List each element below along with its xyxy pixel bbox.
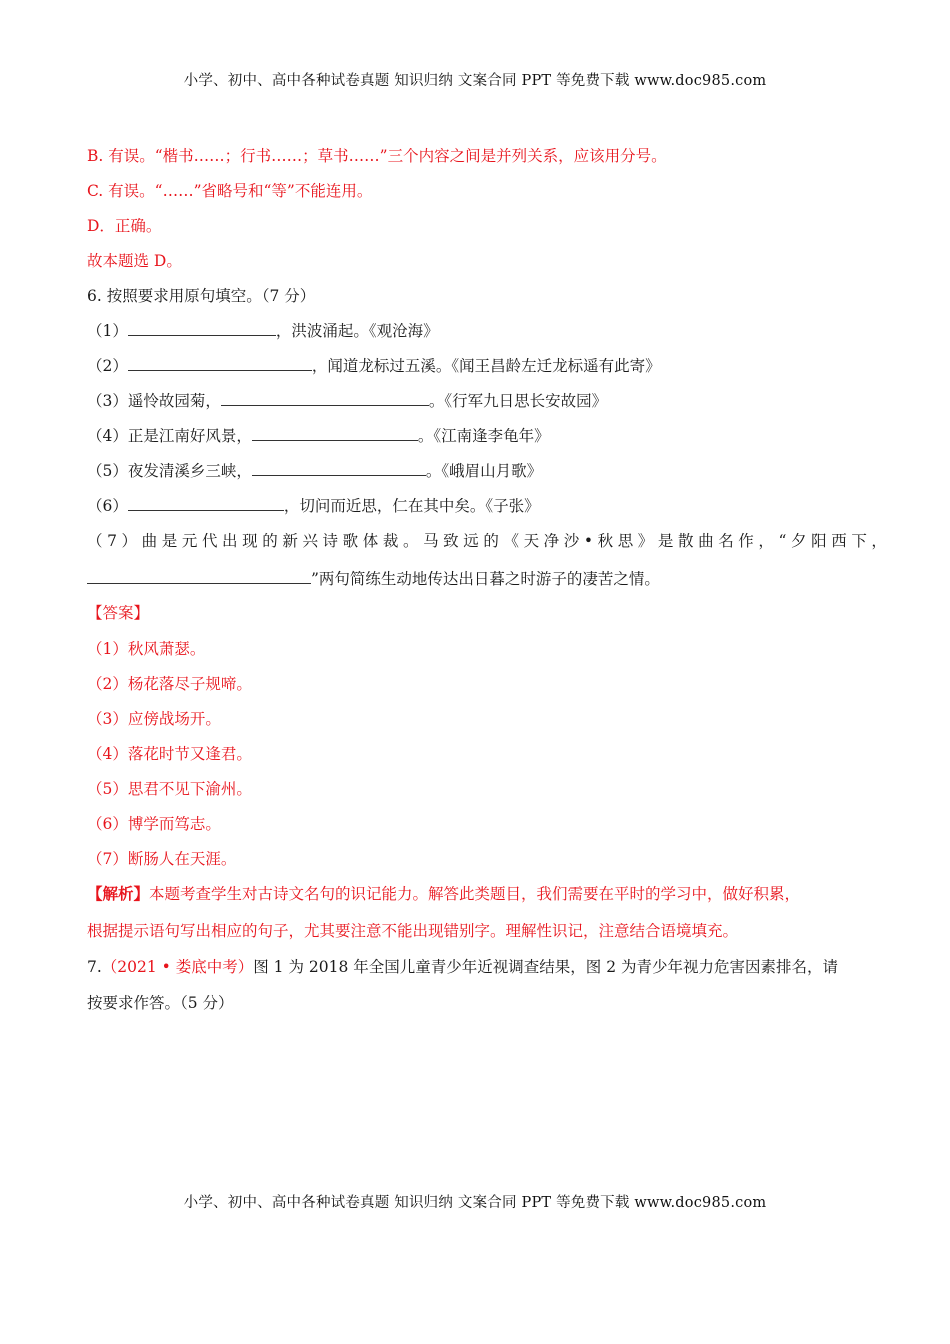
answer-item-1: （1）秋风萧瑟。 <box>87 640 206 658</box>
q7-number: 7. <box>87 958 102 976</box>
q6-item-4-post: 。《江南逢李龟年》 <box>417 427 550 445</box>
q6-item-7-line-2 <box>87 568 660 590</box>
q6-item-5-post: 。《峨眉山月歌》 <box>425 462 543 480</box>
fill-blank-4[interactable] <box>252 425 418 441</box>
option-d-analysis: D．正确。 <box>87 217 162 235</box>
answer-item-4: （4）落花时节又逢君。 <box>87 745 252 763</box>
answer-item-7: （7）断肠人在天涯。 <box>87 850 237 868</box>
q6-item-2-pre: （2） <box>87 357 128 375</box>
q6-item-5-pre: （5）夜发清溪乡三峡， <box>87 462 252 480</box>
fill-blank-5[interactable] <box>252 460 426 476</box>
question-7-line-2: 按要求作答。（5 分） <box>87 994 234 1012</box>
q6-item-2 <box>87 355 661 377</box>
q6-item-6-pre: （6） <box>87 497 128 515</box>
answer-item-3: （3）应傍战场开。 <box>87 710 221 728</box>
option-b-analysis: B. 有误。“楷书……；行书……；草书……”三个内容之间是并列关系，应该用分号。 <box>87 147 667 165</box>
answer-label: 【答案】 <box>87 604 150 622</box>
analysis-label: 【解析】 <box>87 884 150 903</box>
q7-text-1: 图 1 为 2018 年全国儿童青少年近视调查结果，图 2 为青少年视力危害因素排名，请 <box>253 958 838 976</box>
q6-item-4 <box>87 425 550 447</box>
answer-item-2: （2）杨花落尽子规啼。 <box>87 675 252 693</box>
q6-item-1 <box>87 320 439 342</box>
analysis-line-1 <box>87 883 800 905</box>
fill-blank-7[interactable] <box>87 568 311 584</box>
q6-item-1-post: ，洪波涌起。《观沧海》 <box>275 322 439 340</box>
question-7-line-1 <box>87 956 838 978</box>
q6-item-3 <box>87 390 607 412</box>
q6-item-3-pre: （3）遥怜故园菊， <box>87 392 221 410</box>
answer-item-6: （6）博学而笃志。 <box>87 815 221 833</box>
analysis-text-1: 本题考查学生对古诗文名句的识记能力。解答此类题目，我们需要在平时的学习中，做好积累， <box>149 885 801 903</box>
answer-item-5: （5）思君不见下渝州。 <box>87 780 252 798</box>
fill-blank-1[interactable] <box>128 320 276 336</box>
q6-item-6 <box>87 495 540 517</box>
q6-item-3-post: 。《行军九日思长安故园》 <box>428 392 608 410</box>
q6-item-4-pre: （4）正是江南好风景， <box>87 427 252 445</box>
q6-item-6-post: ，切问而近思，仁在其中矣。《子张》 <box>283 497 540 515</box>
question-6-title: 6. 按照要求用原句填空。（7 分） <box>87 287 316 305</box>
fill-blank-3[interactable] <box>221 390 429 406</box>
page-header: 小学、初中、高中各种试卷真题 知识归纳 文案合同 PPT 等免费下载 www.doc985.com <box>183 73 767 89</box>
fill-blank-6[interactable] <box>128 495 284 511</box>
q6-item-2-post: ，闻道龙标过五溪。《闻王昌龄左迁龙标遥有此寄》 <box>311 357 661 375</box>
q6-item-7-line-1: （7）曲是元代出现的新兴诗歌体裁。马致远的《天净沙•秋思》是散曲名作，“夕阳西下， <box>87 532 892 550</box>
page-footer: 小学、初中、高中各种试卷真题 知识归纳 文案合同 PPT 等免费下载 www.doc985.com <box>183 1195 767 1211</box>
answer-conclusion: 故本题选 D。 <box>87 252 182 270</box>
q6-item-7-post: ”两句简练生动地传达出日暮之时游子的凄苦之情。 <box>311 570 660 588</box>
fill-blank-2[interactable] <box>128 355 312 371</box>
analysis-line-2: 根据提示语句写出相应的句子，尤其要注意不能出现错别字。理解性识记，注意结合语境填充。 <box>87 922 739 940</box>
q6-item-5 <box>87 460 542 482</box>
option-c-analysis: C. 有误。“……”省略号和“等”不能连用。 <box>87 182 373 200</box>
q6-item-1-pre: （1） <box>87 322 128 340</box>
q7-source: （2021 • 娄底中考） <box>101 958 254 976</box>
